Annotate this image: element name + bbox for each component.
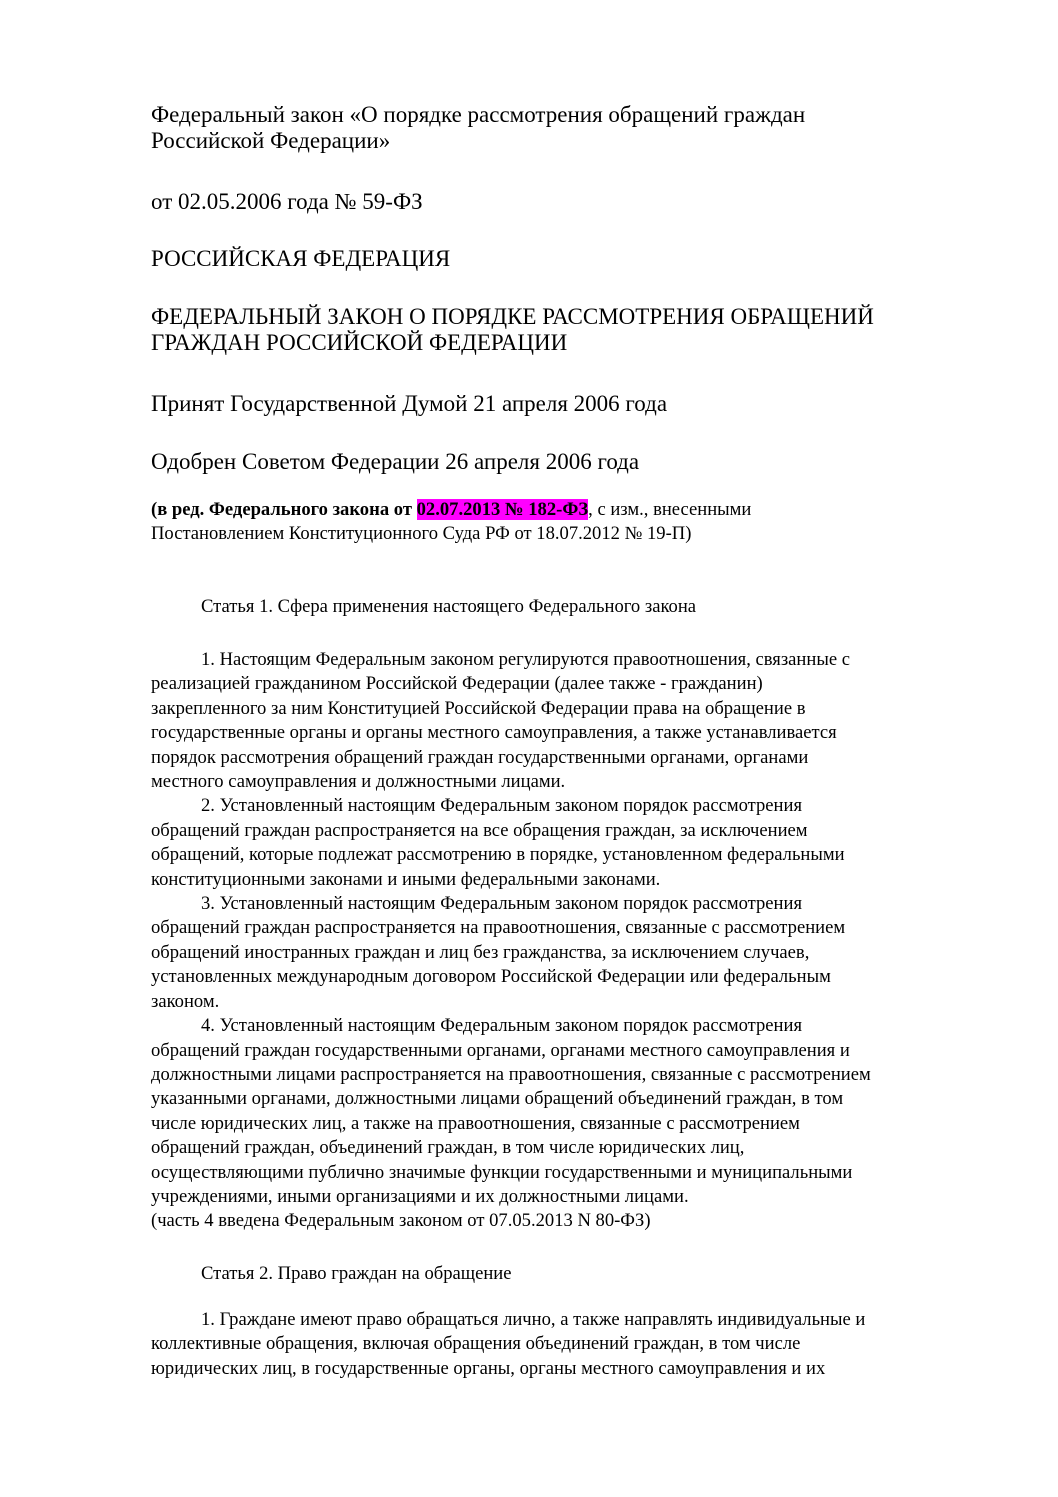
article-1-line: должностными лицами распространяется на правоотношения, связанные с рассмотрением [151, 1063, 871, 1085]
law-title-line-2: ГРАЖДАН РОССИЙСКОЙ ФЕДЕРАЦИИ [151, 330, 568, 355]
article-1-line: обращений, которые подлежат рассмотрению в порядке, установленном федеральными [151, 844, 845, 866]
article-2-line: юридических лиц, в государственные органы, органы местного самоуправления и их [151, 1357, 826, 1379]
article-1-line: обращений граждан распространяется на все обращения граждан, за исключением [151, 819, 808, 841]
document-title [151, 102, 805, 154]
edition-prefix: (в ред. Федерального закона от [151, 499, 417, 520]
article-1-line: законом. [151, 990, 220, 1012]
edition-line-1 [151, 498, 751, 522]
document-date: от 02.05.2006 года № 59-ФЗ [151, 189, 423, 214]
country-heading: РОССИЙСКАЯ ФЕДЕРАЦИЯ [151, 246, 451, 271]
edition-line-2: Постановлением Конституционного Суда РФ от 18.07.2012 № 19-П) [151, 523, 692, 545]
article-1-line: учреждениями, иными организациями и их должностными лицами. [151, 1185, 689, 1207]
article-1-line: обращений граждан, объединений граждан, в том числе юридических лиц, [151, 1137, 745, 1159]
article-1-heading: Статья 1. Сфера применения настоящего Федерального закона [201, 596, 697, 617]
approved-note: Одобрен Советом Федерации 26 апреля 2006 года [151, 449, 640, 474]
adopted-note: Принят Государственной Думой 21 апреля 2006 года [151, 391, 668, 416]
edition-suffix: , с изм., внесенными [588, 499, 752, 520]
article-2-line: 1. Граждане имеют право обращаться лично, а также направлять индивидуальные и [201, 1309, 866, 1330]
law-title [151, 304, 874, 356]
article-1-line: местного самоуправления и должностными лицами. [151, 771, 566, 793]
article-1-line: 3. Установленный настоящим Федеральным законом порядок рассмотрения [201, 893, 802, 915]
article-1-body [151, 648, 871, 1234]
article-1-line: государственные органы и органы местного самоуправления, а также устанавливается [151, 722, 837, 744]
article-1-line: 2. Установленный настоящим Федеральным законом порядок рассмотрения [201, 795, 802, 817]
article-1-line: установленных международным договором Российской Федерации или федеральным [151, 966, 831, 988]
highlighted-law-reference: 02.07.2013 № 182-ФЗ [416, 499, 589, 520]
article-2-heading: Статья 2. Право граждан на обращение [201, 1263, 512, 1284]
article-2-line: коллективные обращения, включая обращения объединений граждан, в том числе [151, 1333, 801, 1355]
article-1-amendment-note: (часть 4 введена Федеральным законом от 07.05.2013 N 80-ФЗ) [151, 1210, 651, 1232]
article-1-line: реализацией гражданином Российской Федерации (далее также - гражданин) [151, 673, 763, 695]
article-1-line: указанными органами, должностными лицами обращений объединений граждан, в том [151, 1088, 844, 1110]
title-line-2: Российской Федерации» [151, 128, 391, 153]
article-1-line: осуществляющими публично значимые функции государственными и муниципальными [151, 1161, 853, 1183]
article-1-line: 1. Настоящим Федеральным законом регулируются правоотношения, связанные с [201, 649, 850, 670]
article-1-line: конституционными законами и иными федеральными законами. [151, 868, 661, 890]
article-2-body [151, 1308, 865, 1381]
article-1-line: обращений иностранных граждан и лиц без гражданства, за исключением случаев, [151, 941, 810, 963]
article-1-line: числе юридических лиц, а также на правоотношения, связанные с рассмотрением [151, 1112, 800, 1134]
law-title-line-1: ФЕДЕРАЛЬНЫЙ ЗАКОН О ПОРЯДКЕ РАССМОТРЕНИЯ ОБРАЩЕНИЙ [151, 304, 874, 329]
article-1-line: закрепленного за ним Конституцией Российской Федерации права на обращение в [151, 697, 806, 719]
edition-note [151, 498, 751, 547]
article-1-line: 4. Установленный настоящим Федеральным законом порядок рассмотрения [201, 1015, 802, 1037]
article-1-line: обращений граждан государственными органами, органами местного самоуправления и [151, 1039, 850, 1061]
title-line-1: Федеральный закон «О порядке рассмотрения обращений граждан [151, 102, 806, 127]
article-1-line: обращений граждан распространяется на правоотношения, связанные с рассмотрением [151, 917, 846, 939]
article-1-line: порядок рассмотрения обращений граждан государственными органами, органами [151, 746, 809, 768]
